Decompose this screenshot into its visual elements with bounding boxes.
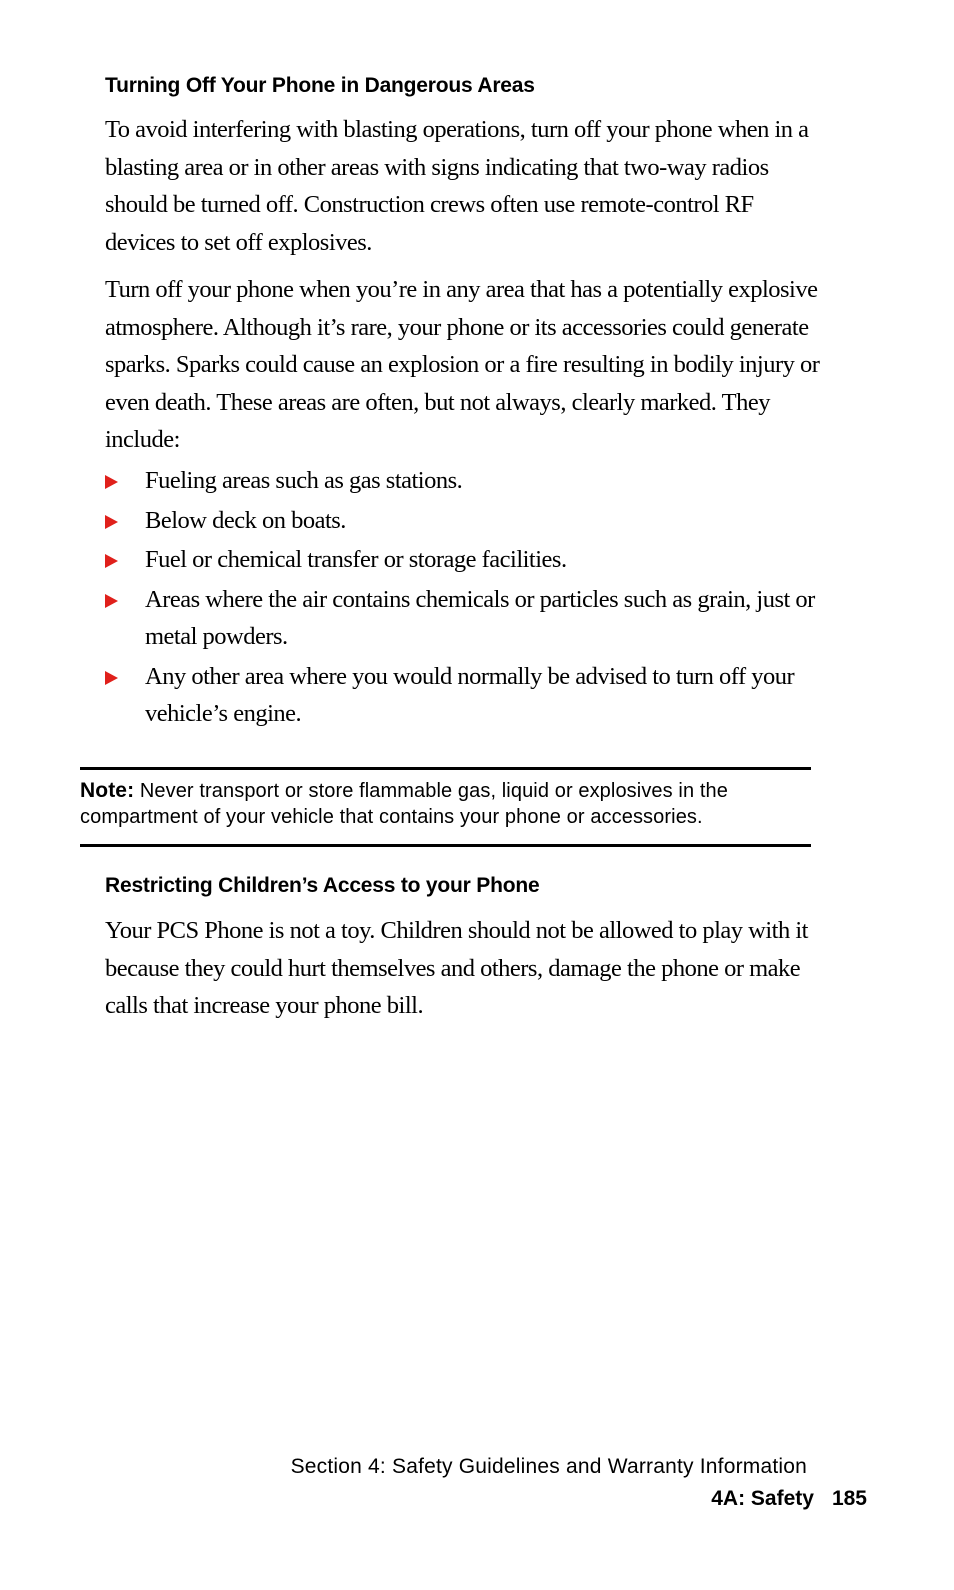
bullet-triangle-icon <box>105 671 118 685</box>
list-item <box>105 541 820 579</box>
note-text <box>80 778 811 830</box>
page-number: 185 <box>831 1487 867 1510</box>
footer-page-label <box>711 1487 867 1511</box>
bullet-triangle-icon <box>105 554 118 568</box>
note-box <box>80 767 811 847</box>
footer-section-title: Section 4: Safety Guidelines and Warranty Information <box>290 1455 807 1478</box>
list-item <box>105 462 820 500</box>
list-item <box>105 581 820 656</box>
dangerous-areas-list <box>105 462 820 735</box>
bullet-triangle-icon <box>105 594 118 608</box>
note-body: Never transport or store flammable gas, liquid or explosives in the compartment of your vehicle that contains your phone or accessories. <box>80 780 728 828</box>
section-heading-dangerous-areas: Turning Off Your Phone in Dangerous Areas <box>105 74 535 97</box>
paragraph-children: Your PCS Phone is not a toy. Children should not be allowed to play with it because they could hurt themselves and others, damage the phone or make calls that increase your phone bill. <box>105 917 808 1019</box>
list-item <box>105 658 820 733</box>
list-item-text: Below deck on boats. <box>145 506 346 534</box>
list-item-text: Fueling areas such as gas stations. <box>145 467 463 494</box>
footer-chapter: 4A: Safety <box>711 1487 814 1510</box>
paragraph-explosive-atmosphere: Turn off your phone when you’re in any area that has a potentially explosive atmosphere. Although it’s rare, your phone or its accessories could generate sparks. Sparks could cause an explosion or a fire resulting in bodily injury or even death. These areas are often, but not always, clearly marked. They include: <box>105 276 820 453</box>
paragraph-blasting: To avoid interfering with blasting operations, turn off your phone when in a blasting area or in other areas with signs indicating that two-way radios should be turned off. Construction crews often use remote-control RF devices to set off explosives. <box>105 116 809 256</box>
note-label: Note: <box>80 779 135 802</box>
list-item-text: Areas where the air contains chemicals or particles such as grain, just or metal powders. <box>145 585 815 650</box>
bullet-triangle-icon <box>105 515 118 529</box>
section-heading-childrens-access: Restricting Children’s Access to your Phone <box>105 874 540 897</box>
list-item <box>105 502 820 540</box>
bullet-triangle-icon <box>105 475 118 489</box>
list-item-text: Any other area where you would normally be advised to turn off your vehicle’s engine. <box>145 662 795 727</box>
list-item-text: Fuel or chemical transfer or storage facilities. <box>145 546 567 573</box>
